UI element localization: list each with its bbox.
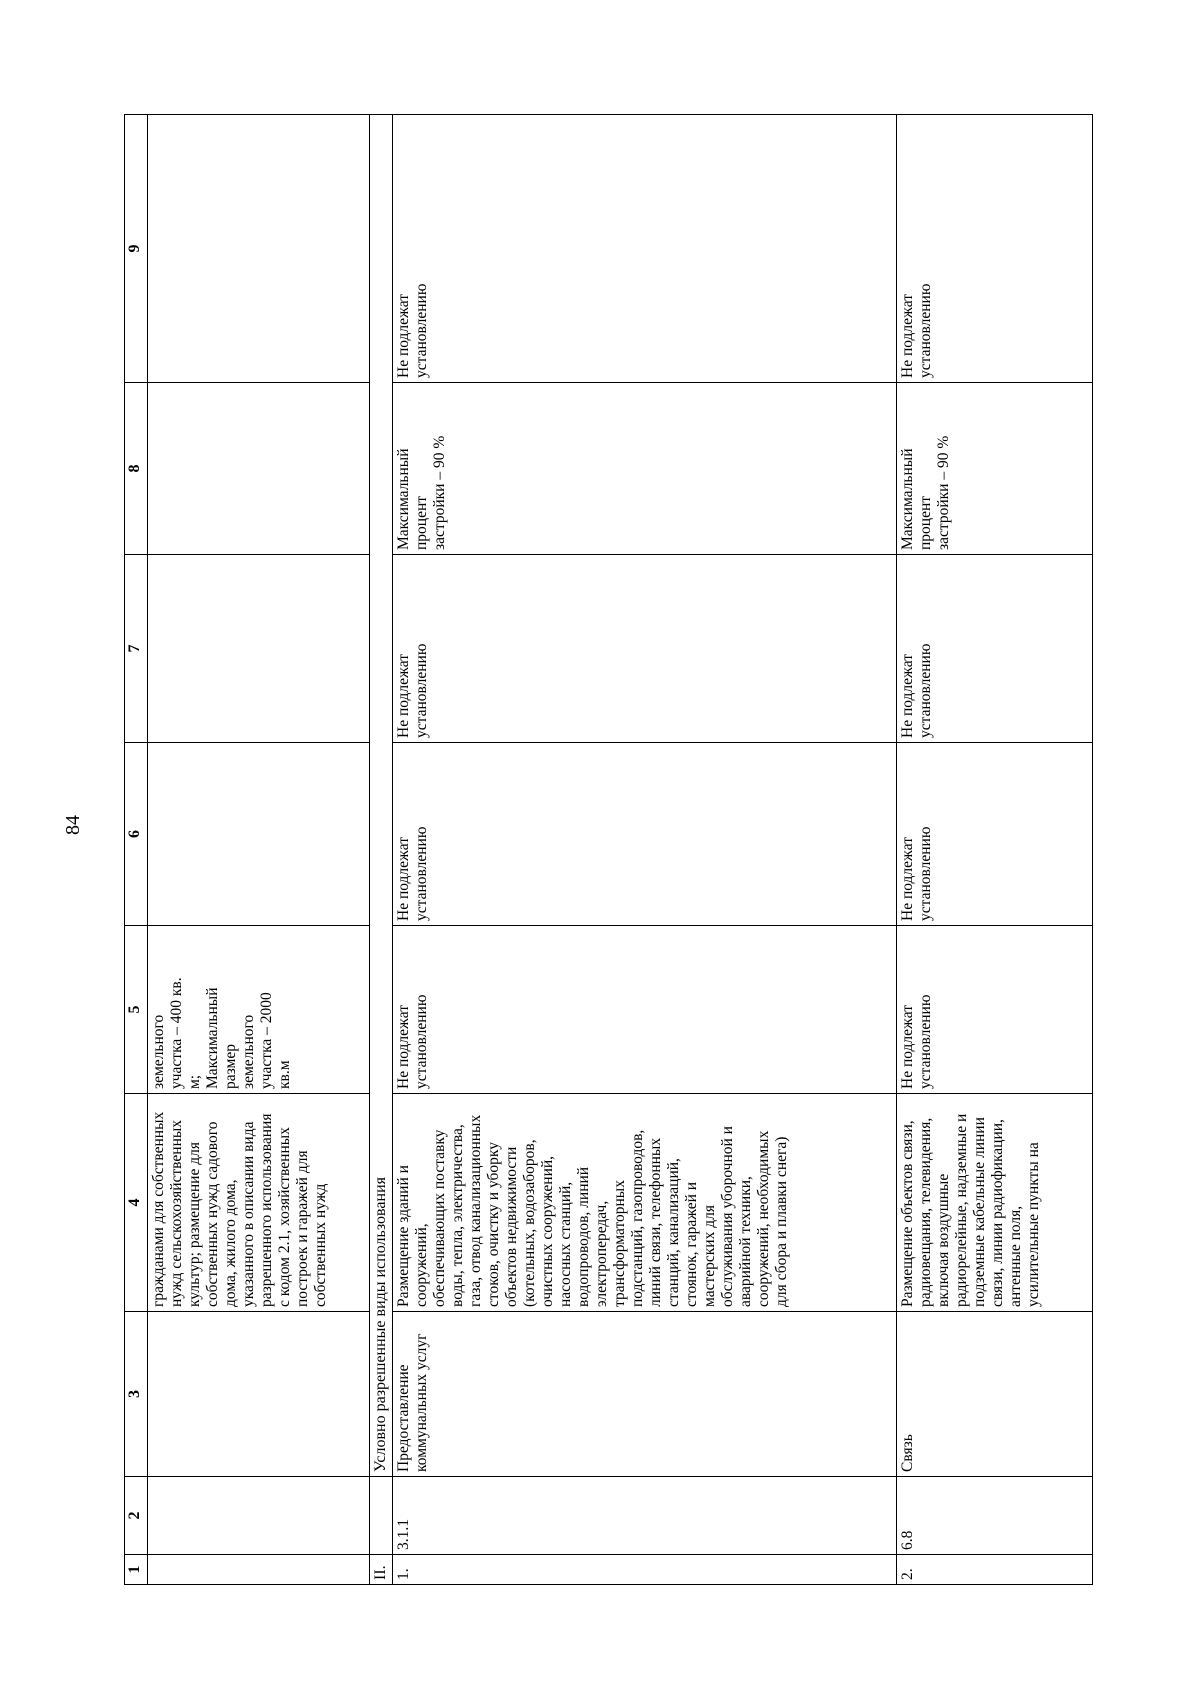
row-param-8: Максимальный процент застройки – 90 % (393, 383, 897, 555)
row-name: Связь (897, 1312, 1093, 1477)
header-cell: 2 (125, 1477, 148, 1555)
row-param-6: Не подлежат установлению (897, 743, 1093, 926)
table-cell (148, 555, 370, 743)
row-param-9: Не подлежат установлению (393, 115, 897, 383)
row-code: 3.1.1 (393, 1477, 897, 1555)
table-cell (148, 1312, 370, 1477)
row-param-6: Не подлежат установлению (393, 743, 897, 926)
header-cell: 7 (125, 555, 148, 743)
table-row (393, 115, 897, 1585)
row-number: 2. (897, 1555, 1093, 1585)
row-param-8: Максимальный процент застройки – 90 % (897, 383, 1093, 555)
description-cell: гражданами для собственных нужд сельскохозяйственных культур; размещение для собственных нужд садового дома, жилого дома, указанного в описании вида разрешенного использования с кодом 2.1, хозяйственных построек и гаражей для собственных нужд (148, 1094, 370, 1312)
row-param-7: Не подлежат установлению (393, 555, 897, 743)
section-number: II. (370, 1555, 393, 1585)
table-cell (148, 115, 370, 383)
header-cell: 5 (125, 926, 148, 1094)
rotated-table-container (124, 115, 1099, 1585)
table-cell (370, 1477, 393, 1555)
table-cell (148, 1477, 370, 1555)
header-cell: 3 (125, 1312, 148, 1477)
continuation-row (148, 115, 370, 1585)
section-row (370, 115, 393, 1585)
row-param-9: Не подлежат установлению (897, 115, 1093, 383)
table-cell (148, 743, 370, 926)
land-use-table (124, 114, 1093, 1585)
page-number: 84 (62, 815, 84, 835)
header-cell: 1 (125, 1555, 148, 1585)
parameter-cell: земельного участка – 400 кв. м; Максимальный размер земельного участка – 2000 кв.м (148, 926, 370, 1094)
section-title: Условно разрешенные виды использования (370, 115, 393, 1477)
row-description: Размещение объектов связи, радиовещания, телевидения, включая воздушные радиорелейные, надземные и подземные кабельные линии связи, линии радиофикации, антенные поля, усилительные пункты на (897, 1094, 1093, 1312)
row-name: Предоставление коммунальных услуг (393, 1312, 897, 1477)
header-cell: 8 (125, 383, 148, 555)
row-param-5: Не подлежат установлению (897, 926, 1093, 1094)
table-cell (148, 383, 370, 555)
row-param-7: Не подлежат установлению (897, 555, 1093, 743)
row-code: 6.8 (897, 1477, 1093, 1555)
table-cell (148, 1555, 370, 1585)
header-cell: 4 (125, 1094, 148, 1312)
header-row (125, 115, 148, 1585)
row-description: Размещение зданий и сооружений, обеспечивающих поставку воды, тепла, электричества, газа, отвод канализационных стоков, очистку и уборку объектов недвижимости (котельных, водозаборов, очистных сооружений, насосных станций, водопроводов, линий электропередач, трансформаторных подстанций, газопроводов, линий связи, телефонных станций, канализаций, стоянок, гаражей и мастерских для обслуживания уборочной и аварийной техники, сооружений, необходимых для сбора и плавки снега) (393, 1094, 897, 1312)
header-cell: 9 (125, 115, 148, 383)
row-param-5: Не подлежат установлению (393, 926, 897, 1094)
row-number: 1. (393, 1555, 897, 1585)
table-row (897, 115, 1093, 1585)
header-cell: 6 (125, 743, 148, 926)
